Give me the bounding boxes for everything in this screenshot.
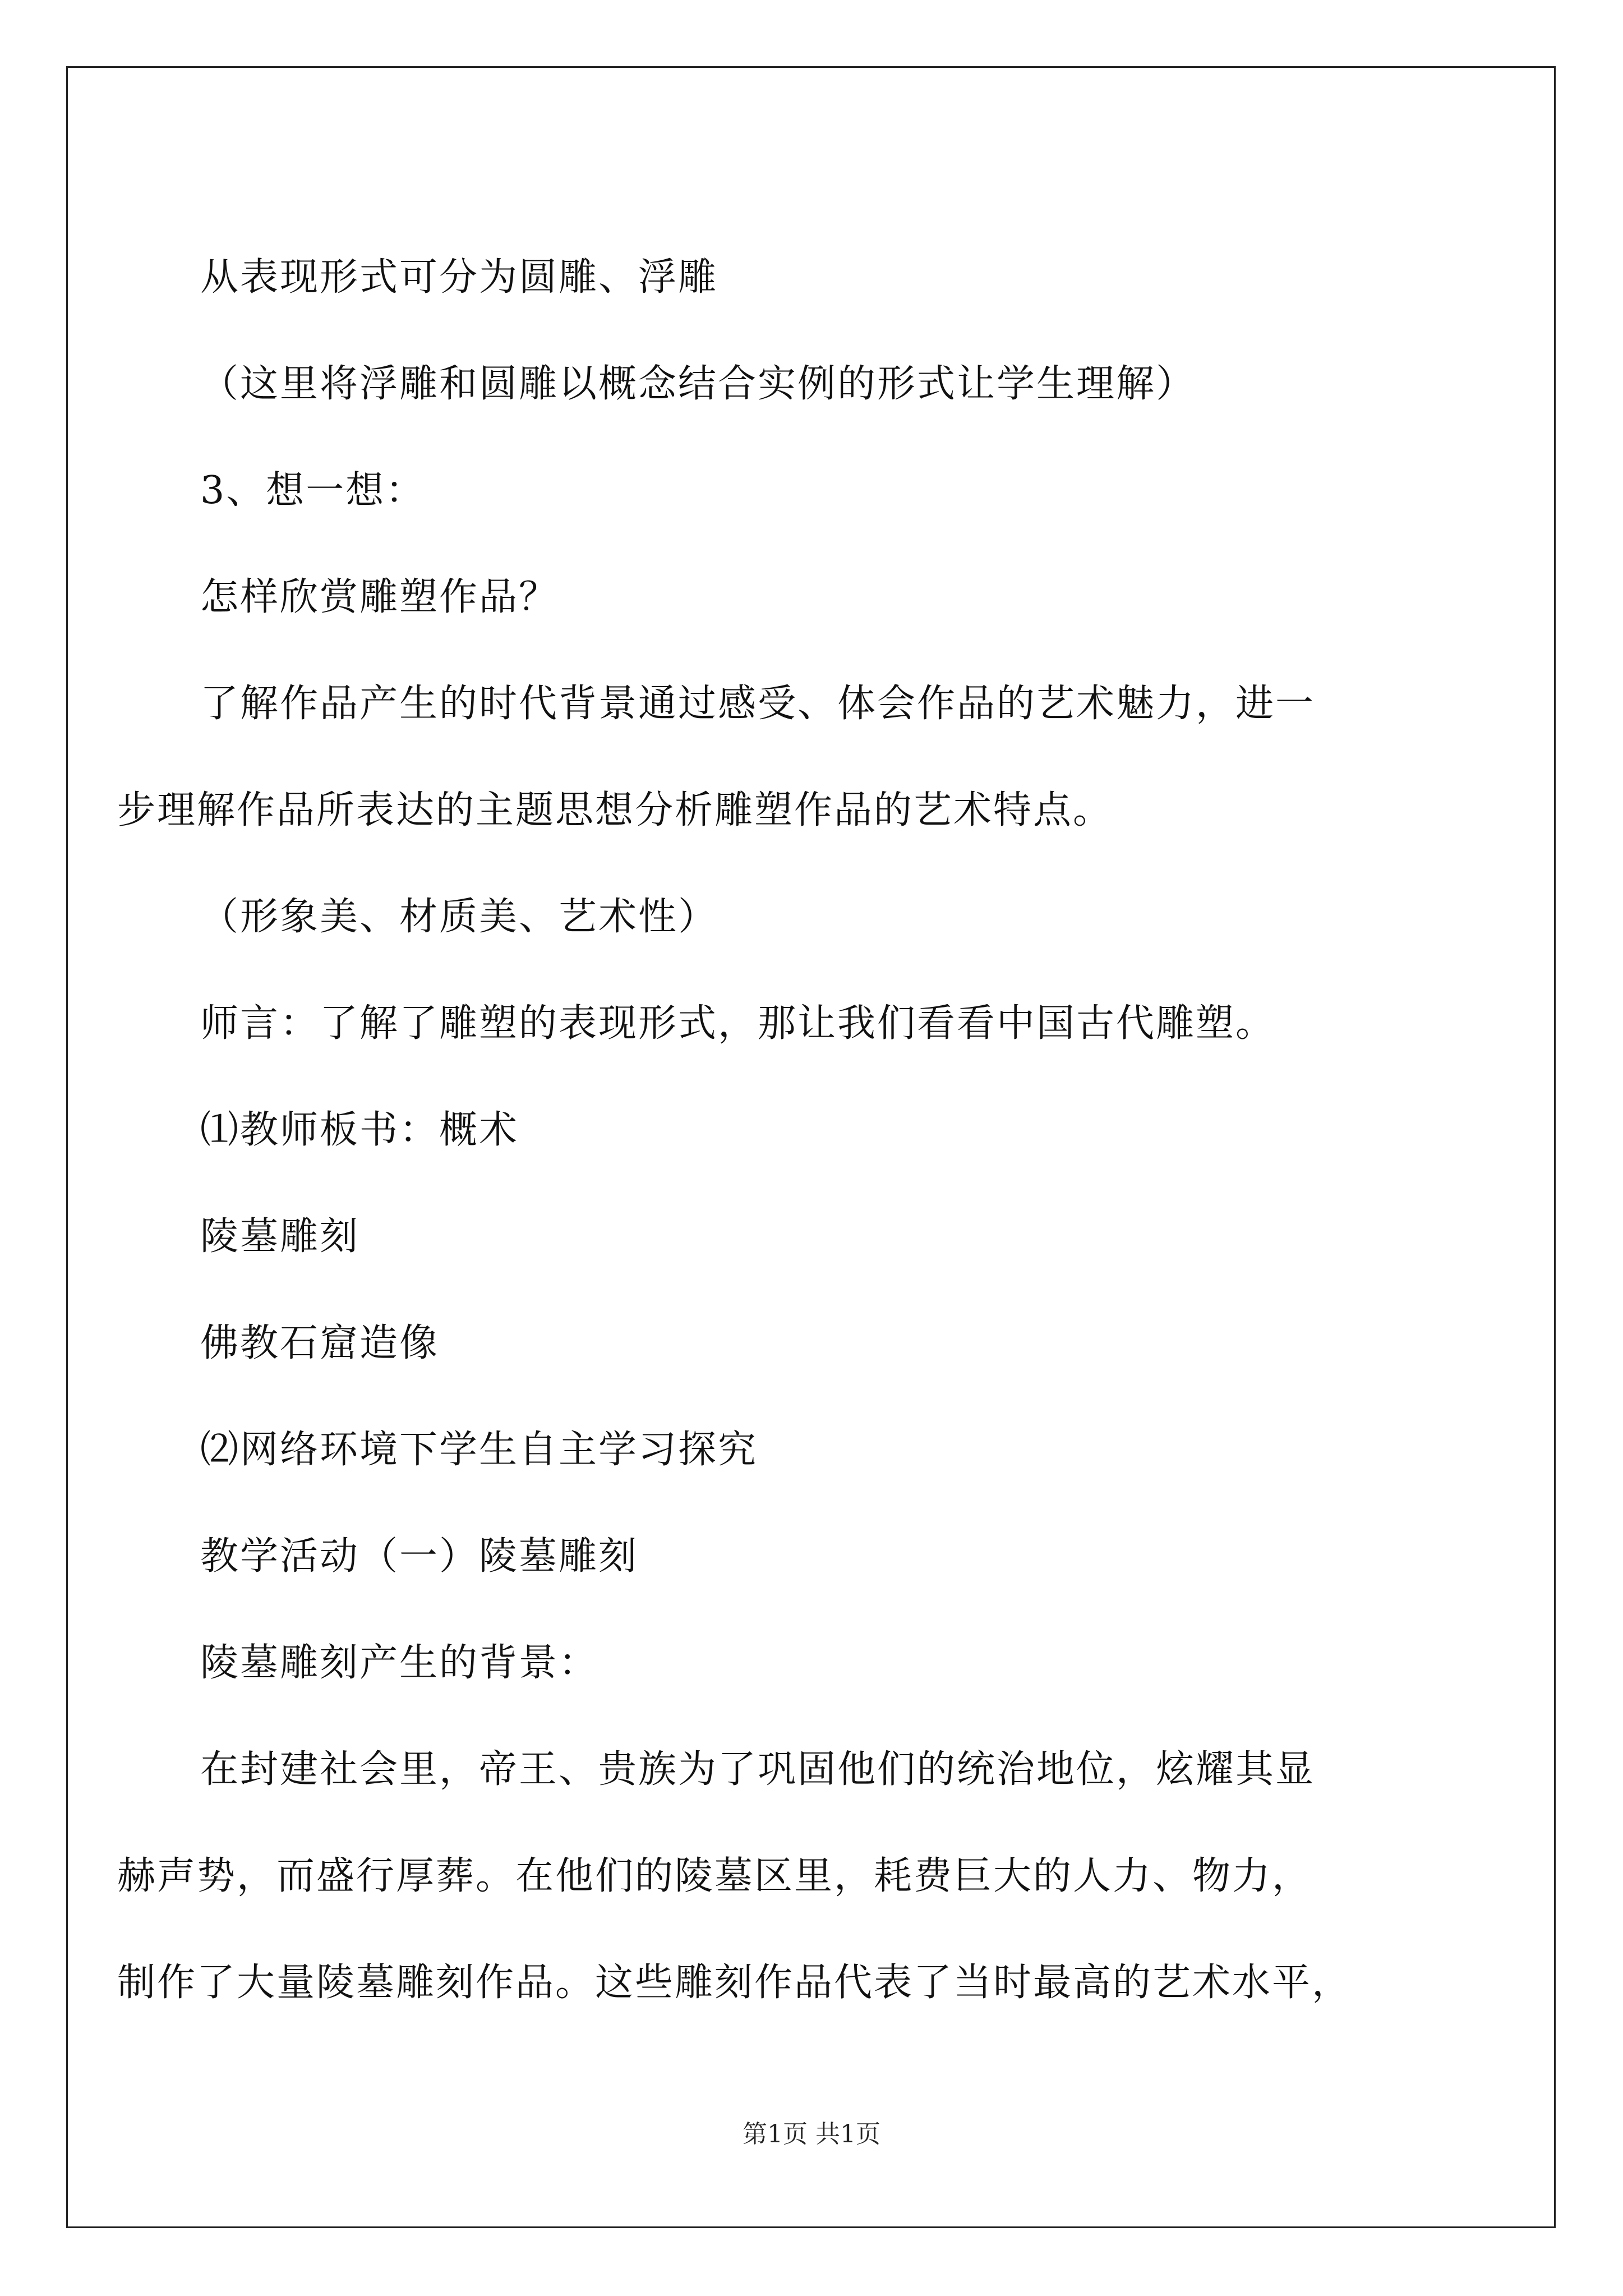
paragraph: 了解作品产生的时代背景通过感受、体会作品的艺术魅力，进一 (200, 682, 1316, 726)
paragraph: 怎样欣赏雕塑作品？ (200, 575, 559, 619)
paragraph: 陵墓雕刻产生的背景： (200, 1641, 599, 1685)
paragraph: 师言：了解了雕塑的表现形式，那让我们看看中国古代雕塑。 (200, 1001, 1276, 1046)
paragraph: 从表现形式可分为圆雕、浮雕 (200, 255, 718, 300)
paragraph: 在封建社会里，帝王、贵族为了巩固他们的统治地位，炫耀其显 (200, 1747, 1316, 1792)
paragraph: （形象美、材质美、艺术性） (200, 895, 718, 939)
paragraph: 佛教石窟造像 (200, 1321, 440, 1365)
paragraph: ⑴教师板书：概术 (200, 1108, 519, 1152)
paragraph-continuation: 赫声势，而盛行厚葬。在他们的陵墓区里，耗费巨大的人力、物力， (117, 1854, 1312, 1898)
paragraph-continuation: 制作了大量陵墓雕刻作品。这些雕刻作品代表了当时最高的艺术水平， (117, 1961, 1352, 2005)
paragraph: 陵墓雕刻 (200, 1214, 360, 1259)
page-footer: 第1页 共1页 (743, 2120, 880, 2148)
paragraph: 3、想一想： (200, 468, 426, 513)
document-body (117, 224, 1434, 2036)
paragraph: ⑵网络环境下学生自主学习探究 (200, 1428, 758, 1472)
paragraph: 教学活动（一）陵墓雕刻 (200, 1534, 639, 1579)
paragraph: （这里将浮雕和圆雕以概念结合实例的形式让学生理解） (200, 362, 1196, 406)
paragraph-continuation: 步理解作品所表达的主题思想分析雕塑作品的艺术特点。 (117, 788, 1113, 832)
